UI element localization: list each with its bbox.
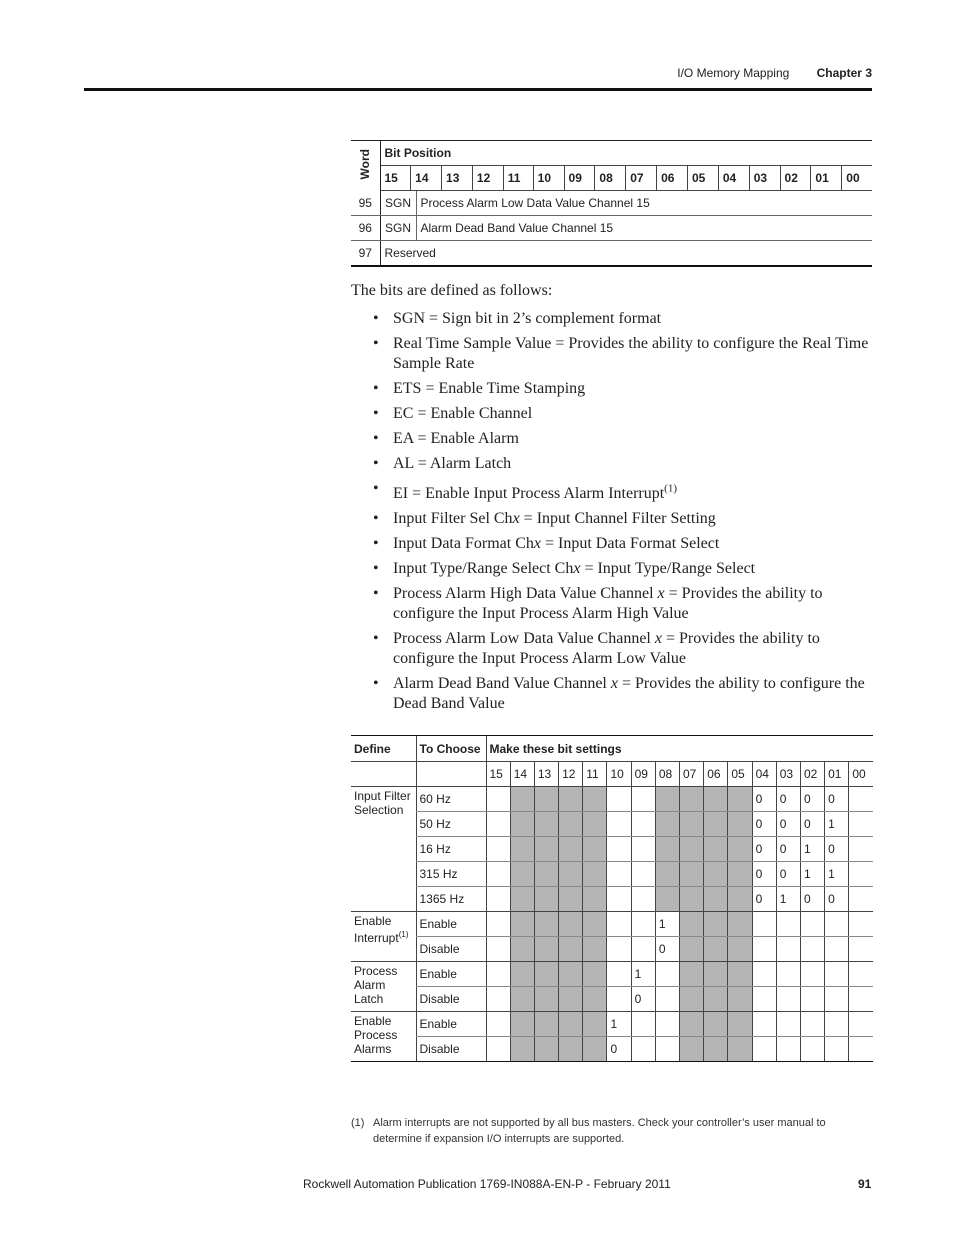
bit-cell	[704, 862, 728, 887]
footnote-text: Alarm interrupts are not supported by all bus masters. Check your controller’s user manual to determine if expansion I/O interrupts are supported.	[373, 1117, 826, 1145]
bit-cell	[825, 937, 849, 962]
bit-cell: 1	[607, 1012, 631, 1037]
bit-cell	[728, 1012, 752, 1037]
bit-cell	[559, 862, 583, 887]
definition-item: • Process Alarm Low Data Value Channel x = Provides the ability to configure the Input Process Alarm Low Value	[373, 630, 820, 668]
bit-cell	[534, 812, 558, 837]
bit-cell	[704, 987, 728, 1012]
bit-cell	[825, 962, 849, 987]
choose-option: Disable	[416, 987, 486, 1012]
bit-cell	[655, 837, 679, 862]
bit-cell: 0	[825, 887, 849, 912]
running-header	[677, 66, 872, 80]
bit-cell	[559, 837, 583, 862]
bit-cell	[704, 1037, 728, 1062]
bit-cell	[655, 1012, 679, 1037]
setting-row	[351, 887, 873, 912]
bit-cell	[655, 862, 679, 887]
bit-cell	[534, 837, 558, 862]
bit-cell	[607, 887, 631, 912]
bit-cell	[849, 937, 873, 962]
bit-cell	[655, 1037, 679, 1062]
bit-cell	[728, 887, 752, 912]
bit-cell	[704, 887, 728, 912]
bit-cell	[728, 1037, 752, 1062]
chapter-label: Chapter 3	[816, 66, 872, 80]
setting-row	[351, 1037, 873, 1062]
bit-cell	[510, 1012, 534, 1037]
to-choose-header: To Choose	[416, 736, 486, 762]
definition-item: • Real Time Sample Value = Provides the ability to configure the Real Time Sample Rate	[373, 335, 869, 372]
setting-row	[351, 1012, 873, 1037]
bit-cell	[728, 837, 752, 862]
bit-cell	[680, 1012, 704, 1037]
bit-cell	[631, 837, 655, 862]
setting-row	[351, 787, 873, 812]
bit-number: 01	[825, 762, 849, 787]
bit-cell: 0	[752, 887, 776, 912]
bit-number: 15	[384, 171, 398, 185]
definition-item: • SGN = Sign bit in 2’s complement format	[373, 310, 662, 327]
bit-cell	[534, 1012, 558, 1037]
bit-cell	[510, 787, 534, 812]
bit-cell	[631, 912, 655, 937]
definition-item: • Input Data Format Chx = Input Data Format Select	[373, 535, 720, 553]
setting-row	[351, 912, 873, 937]
bit-cell	[752, 912, 776, 937]
bit-cell	[704, 837, 728, 862]
bit-cell	[825, 987, 849, 1012]
bit-cell	[776, 937, 800, 962]
bit-cell	[800, 962, 824, 987]
bit-cell: 0	[825, 837, 849, 862]
bit-cell	[510, 837, 534, 862]
bit-cell	[583, 887, 607, 912]
sgn-cell: SGN	[380, 216, 416, 241]
bit-number: 05	[728, 762, 752, 787]
bit-settings-table	[351, 735, 873, 1062]
bit-cell: 1	[825, 862, 849, 887]
bit-cell	[849, 862, 873, 887]
bit-number: 10	[607, 762, 631, 787]
bit-cell	[559, 787, 583, 812]
bit-cell	[486, 987, 510, 1012]
bit-cell	[583, 862, 607, 887]
bit-cell	[849, 787, 873, 812]
bit-cell: 0	[631, 987, 655, 1012]
bit-number: 09	[564, 166, 595, 190]
setting-row	[351, 937, 873, 962]
bit-cell	[607, 912, 631, 937]
bit-cell	[800, 1012, 824, 1037]
word-description: Reserved	[380, 241, 872, 267]
bit-cell	[510, 937, 534, 962]
bit-cell: 0	[655, 937, 679, 962]
bit-cell: 0	[800, 887, 824, 912]
bit-cell	[704, 937, 728, 962]
word-bit-table	[351, 140, 872, 267]
bit-cell	[800, 1037, 824, 1062]
bit-cell	[631, 812, 655, 837]
bit-number: 07	[626, 166, 657, 190]
word-number: 95	[351, 191, 380, 216]
bit-number: 07	[680, 762, 704, 787]
bit-number: 02	[780, 166, 811, 190]
bit-cell	[776, 962, 800, 987]
word-header: Word	[351, 141, 380, 191]
sgn-cell: SGN	[380, 191, 416, 216]
definition-list	[351, 309, 873, 714]
bit-cell	[486, 1037, 510, 1062]
choose-option: 16 Hz	[416, 837, 486, 862]
bit-cell	[486, 937, 510, 962]
definition-item: • EC = Enable Channel	[373, 405, 533, 422]
define-label: Enable Interrupt$^{(1)}$	[351, 912, 416, 962]
bit-number: 04	[752, 762, 776, 787]
bit-number: 11	[583, 762, 607, 787]
bit-cell	[728, 912, 752, 937]
bit-cell	[607, 787, 631, 812]
bit-cell: 1	[800, 837, 824, 862]
bit-number: 08	[595, 166, 626, 190]
bit-cell	[655, 887, 679, 912]
choose-option: 1365 Hz	[416, 887, 486, 912]
bit-cell	[486, 787, 510, 812]
bit-cell	[486, 912, 510, 937]
bit-cell	[486, 812, 510, 837]
define-header: Define	[351, 736, 416, 762]
bit-number: 02	[800, 762, 824, 787]
definition-item: • Process Alarm High Data Value Channel x = Provides the ability to configure the Input Process Alarm High Value	[373, 585, 823, 623]
footnote-number: (1)	[351, 1117, 365, 1129]
bit-cell	[559, 1012, 583, 1037]
choose-option: Disable	[416, 1037, 486, 1062]
bit-cell	[583, 937, 607, 962]
bit-cell	[680, 812, 704, 837]
bit-cell	[776, 1012, 800, 1037]
bit-cell: 0	[752, 812, 776, 837]
bit-cell: 0	[752, 862, 776, 887]
bit-cell	[607, 812, 631, 837]
setting-row	[351, 987, 873, 1012]
bit-number-row	[381, 166, 873, 190]
bit-cell	[583, 962, 607, 987]
bit-cell: 0	[752, 837, 776, 862]
bit-cell: 0	[776, 787, 800, 812]
bit-cell	[728, 812, 752, 837]
bit-cell	[752, 1012, 776, 1037]
bit-cell	[534, 862, 558, 887]
bit-cell	[510, 862, 534, 887]
section-title: I/O Memory Mapping	[677, 66, 790, 80]
bit-cell	[631, 887, 655, 912]
definition-item: • EA = Enable Alarm	[373, 430, 519, 447]
bit-cell	[825, 1012, 849, 1037]
bit-cell	[680, 937, 704, 962]
choose-option: Disable	[416, 937, 486, 962]
bit-number: 04	[718, 166, 749, 190]
bit-cell	[800, 912, 824, 937]
bit-cell	[534, 987, 558, 1012]
bit-cell	[776, 912, 800, 937]
bit-cell	[655, 812, 679, 837]
bit-number: 06	[704, 762, 728, 787]
bit-cell	[631, 1012, 655, 1037]
definition-item: • Alarm Dead Band Value Channel x = Provides the ability to configure the Dead Band Value	[373, 675, 865, 713]
bit-cell: 1	[776, 887, 800, 912]
bit-cell	[583, 912, 607, 937]
word-number: 97	[351, 241, 380, 267]
footnote	[351, 1115, 871, 1147]
bit-cell	[704, 912, 728, 937]
bit-cell	[728, 787, 752, 812]
bit-cell	[776, 987, 800, 1012]
bit-cell	[849, 912, 873, 937]
bit-number: 09	[631, 762, 655, 787]
bit-cell: 0	[752, 787, 776, 812]
definition-item: • Input Type/Range Select Chx = Input Type/Range Select	[373, 560, 756, 578]
bit-cell	[752, 1037, 776, 1062]
word-description: Process Alarm Low Data Value Channel 15	[416, 191, 872, 216]
bit-cell	[583, 812, 607, 837]
bit-cell	[704, 812, 728, 837]
define-label: Input Filter Selection	[351, 787, 416, 912]
bit-cell	[607, 937, 631, 962]
bit-cell	[510, 887, 534, 912]
bit-cell	[510, 912, 534, 937]
bit-cell: 1	[631, 962, 655, 987]
bit-cell	[607, 987, 631, 1012]
bit-number: 12	[472, 166, 503, 190]
intro-text: The bits are defined as follows:	[351, 282, 553, 299]
bit-cell	[510, 812, 534, 837]
bit-cell	[534, 787, 558, 812]
word-description: Alarm Dead Band Value Channel 15	[416, 216, 872, 241]
bit-number: 11	[503, 166, 533, 190]
bit-cell	[534, 912, 558, 937]
bit-cell	[849, 987, 873, 1012]
bit-cell	[680, 837, 704, 862]
definition-item: • AL = Alarm Latch	[373, 455, 512, 472]
bit-definitions	[351, 281, 873, 719]
bit-cell	[825, 912, 849, 937]
choose-option: 60 Hz	[416, 787, 486, 812]
bit-cell	[752, 962, 776, 987]
bit-cell	[704, 787, 728, 812]
bit-number: 06	[657, 166, 688, 190]
bit-cell	[583, 1037, 607, 1062]
bit-cell	[728, 987, 752, 1012]
bit-cell: 0	[800, 812, 824, 837]
page-number: 91	[858, 1177, 872, 1191]
bit-cell	[680, 787, 704, 812]
bit-cell	[704, 1012, 728, 1037]
bit-number: 03	[749, 166, 780, 190]
bit-cell: 0	[776, 812, 800, 837]
bit-cell: 0	[776, 862, 800, 887]
choose-option: Enable	[416, 1012, 486, 1037]
bit-cell	[655, 987, 679, 1012]
bit-cell	[680, 912, 704, 937]
choose-option: 50 Hz	[416, 812, 486, 837]
bit-cell	[728, 962, 752, 987]
bit-cell	[849, 962, 873, 987]
bit-number: 00	[842, 166, 872, 190]
header-rule	[84, 88, 872, 91]
bit-cell: 1	[655, 912, 679, 937]
bit-cell	[559, 987, 583, 1012]
bit-cell	[559, 1037, 583, 1062]
bit-cell	[486, 1012, 510, 1037]
bit-cell	[680, 862, 704, 887]
bit-cell	[559, 812, 583, 837]
bit-number: 15	[486, 762, 510, 787]
choose-option: Enable	[416, 912, 486, 937]
bit-cell	[849, 837, 873, 862]
bit-cell	[559, 937, 583, 962]
bit-cell	[631, 787, 655, 812]
bit-cell: 0	[825, 787, 849, 812]
setting-row	[351, 812, 873, 837]
bit-cell	[534, 887, 558, 912]
bit-cell	[486, 862, 510, 887]
setting-row	[351, 962, 873, 987]
setting-row	[351, 837, 873, 862]
bit-cell	[607, 962, 631, 987]
bit-cell	[752, 937, 776, 962]
bit-cell	[510, 987, 534, 1012]
bit-cell	[534, 937, 558, 962]
bit-cell	[680, 987, 704, 1012]
bit-cell: 0	[607, 1037, 631, 1062]
bit-cell	[607, 862, 631, 887]
bit-cell	[655, 962, 679, 987]
bit-number: 14	[510, 762, 534, 787]
bit-cell	[680, 1037, 704, 1062]
bit-cell	[583, 837, 607, 862]
bit-cell	[583, 987, 607, 1012]
definition-item: • Input Filter Sel Chx = Input Channel Filter Setting	[373, 510, 716, 528]
choose-option: Enable	[416, 962, 486, 987]
bit-cell	[534, 1037, 558, 1062]
bit-cell	[559, 962, 583, 987]
bit-cell	[631, 1037, 655, 1062]
bit-number: 14	[411, 166, 442, 190]
bit-cell	[583, 1012, 607, 1037]
bit-cell	[583, 787, 607, 812]
bit-cell	[510, 1037, 534, 1062]
bit-cell	[559, 887, 583, 912]
bit-cell	[486, 962, 510, 987]
define-label: Enable Process Alarms	[351, 1012, 416, 1062]
bit-number: 10	[533, 166, 564, 190]
bit-cell	[607, 837, 631, 862]
bit-cell	[704, 962, 728, 987]
bit-position-header: Bit Position	[380, 141, 872, 166]
bit-cell: 0	[776, 837, 800, 862]
definition-item: • ETS = Enable Time Stamping	[373, 380, 586, 397]
bit-cell: 1	[825, 812, 849, 837]
bit-cell	[631, 937, 655, 962]
bit-number: 13	[534, 762, 558, 787]
bit-number: 03	[776, 762, 800, 787]
bit-cell	[849, 1012, 873, 1037]
bit-cell	[728, 862, 752, 887]
bit-cell	[680, 962, 704, 987]
bit-cell	[849, 1037, 873, 1062]
bit-number: 05	[687, 166, 718, 190]
bit-cell	[849, 887, 873, 912]
publication-id: Rockwell Automation Publication 1769-IN088A-EN-P - February 2011	[303, 1177, 671, 1191]
choose-option: 315 Hz	[416, 862, 486, 887]
setting-row	[351, 862, 873, 887]
bit-cell	[680, 887, 704, 912]
bit-cell: 0	[800, 787, 824, 812]
bit-number: 12	[559, 762, 583, 787]
definition-item: • EI = Enable Input Process Alarm Interrupt$^{(1)}$	[373, 480, 677, 503]
bit-cell	[800, 937, 824, 962]
bit-cell	[534, 962, 558, 987]
bit-cell	[510, 962, 534, 987]
bit-cell	[752, 987, 776, 1012]
bit-number: 08	[655, 762, 679, 787]
bit-cell	[825, 1037, 849, 1062]
bit-cell	[486, 837, 510, 862]
bit-cell	[559, 912, 583, 937]
bit-cell	[486, 887, 510, 912]
bit-cell	[631, 862, 655, 887]
bit-cell	[776, 1037, 800, 1062]
bit-cell	[800, 987, 824, 1012]
define-label: Process Alarm Latch	[351, 962, 416, 1012]
bit-number: 01	[811, 166, 842, 190]
bit-cell	[655, 787, 679, 812]
bit-cell	[728, 937, 752, 962]
bit-cell: 1	[800, 862, 824, 887]
word-number: 96	[351, 216, 380, 241]
bit-settings-header: Make these bit settings	[486, 736, 873, 762]
bit-number: 00	[849, 762, 873, 787]
bit-number: 13	[442, 166, 473, 190]
bit-cell	[849, 812, 873, 837]
